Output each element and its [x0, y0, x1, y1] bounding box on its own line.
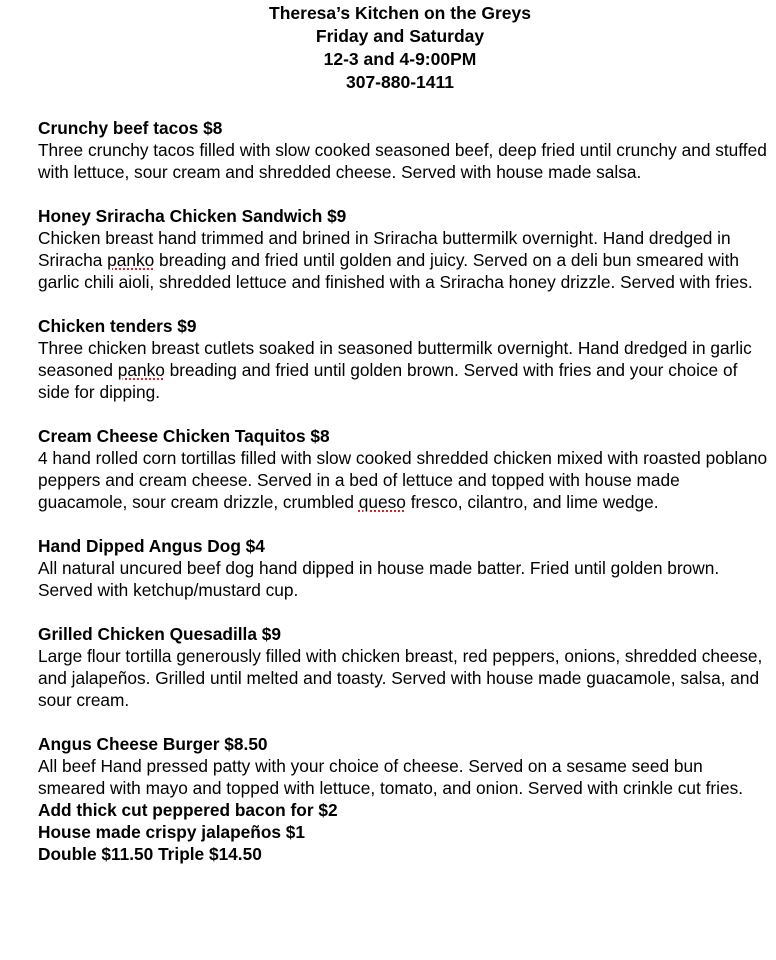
menu-item-chicken-tenders [38, 315, 768, 403]
item-title: Crunchy beef tacos $8 [38, 118, 223, 138]
description-text: Three chicken breast cutlets soaked in seasoned buttermilk overnight. Hand dredged in garlic seasoned [38, 338, 752, 380]
item-title: Honey Sriracha Chicken Sandwich $9 [38, 206, 347, 226]
item-description: Large flour tortilla generously filled with chicken breast, red peppers, onions, shredded cheese, and jalapeños. Grilled until melted and toasty. Served with house made guacamole, salsa, and sour cream. [38, 646, 763, 710]
item-description [38, 337, 768, 403]
description-text: Chicken breast hand trimmed and brined in Sriracha buttermilk overnight. Hand dredged in Sriracha [38, 228, 731, 270]
item-title: Hand Dipped Angus Dog $4 [38, 536, 265, 556]
item-description: Three crunchy tacos filled with slow cooked seasoned beef, deep fried until crunchy and stuffed with lettuce, sour cream and shredded cheese. Served with house made salsa. [38, 140, 767, 182]
description-text: fresco, cilantro, and lime wedge. [405, 492, 659, 512]
description-text: 4 hand rolled corn tortillas filled with slow cooked shredded chicken mixed with roasted poblano peppers and cream cheese. Served in a bed of lettuce and topped with house made guacamole, sour cream drizzle, crumbled [38, 448, 768, 512]
item-title: Angus Cheese Burger $8.50 [38, 734, 268, 754]
item-title: Cream Cheese Chicken Taquitos $8 [38, 426, 330, 446]
item-description [38, 447, 768, 513]
addon-double-triple: Double $11.50 Triple $14.50 [38, 844, 262, 864]
item-title: Grilled Chicken Quesadilla $9 [38, 624, 281, 644]
menu-item-honey-sriracha-sandwich [38, 205, 768, 293]
menu-item-cheese-burger [38, 733, 768, 865]
menu-header [0, 2, 776, 94]
addon-jalapenos: House made crispy jalapeños $1 [38, 822, 306, 842]
open-hours: 12-3 and 4-9:00PM [323, 49, 477, 69]
phone-number: 307-880-1411 [345, 72, 455, 92]
restaurant-name: Theresa’s Kitchen on the Greys [269, 3, 531, 23]
spellcheck-word: panko [117, 360, 165, 380]
menu-item-angus-dog [38, 535, 768, 601]
open-days: Friday and Saturday [315, 26, 485, 46]
addon-bacon: Add thick cut peppered bacon for $2 [38, 800, 338, 820]
item-description: All beef Hand pressed patty with your choice of cheese. Served on a sesame seed bun smeared with mayo and topped with lettuce, tomato, and onion. Served with crinkle cut fries. [38, 756, 744, 798]
item-title: Chicken tenders $9 [38, 316, 197, 336]
spellcheck-word: panko [107, 250, 155, 270]
description-text: breading and fried until golden brown. Served with fries and your choice of side for dipping. [38, 360, 738, 402]
menu-item-crunchy-beef-tacos [38, 117, 768, 183]
item-description: All natural uncured beef dog hand dipped in house made batter. Fried until golden brown. Served with ketchup/mustard cup. [38, 558, 720, 600]
menu-list [38, 117, 768, 887]
menu-item-quesadilla [38, 623, 768, 711]
description-text: breading and fried until golden and juicy. Served on a deli bun smeared with garlic chili aioli, shredded lettuce and finished with a Sriracha honey drizzle. Served with fries. [38, 250, 753, 292]
menu-item-taquitos [38, 425, 768, 513]
spellcheck-word: queso [358, 492, 406, 512]
item-description [38, 227, 768, 293]
